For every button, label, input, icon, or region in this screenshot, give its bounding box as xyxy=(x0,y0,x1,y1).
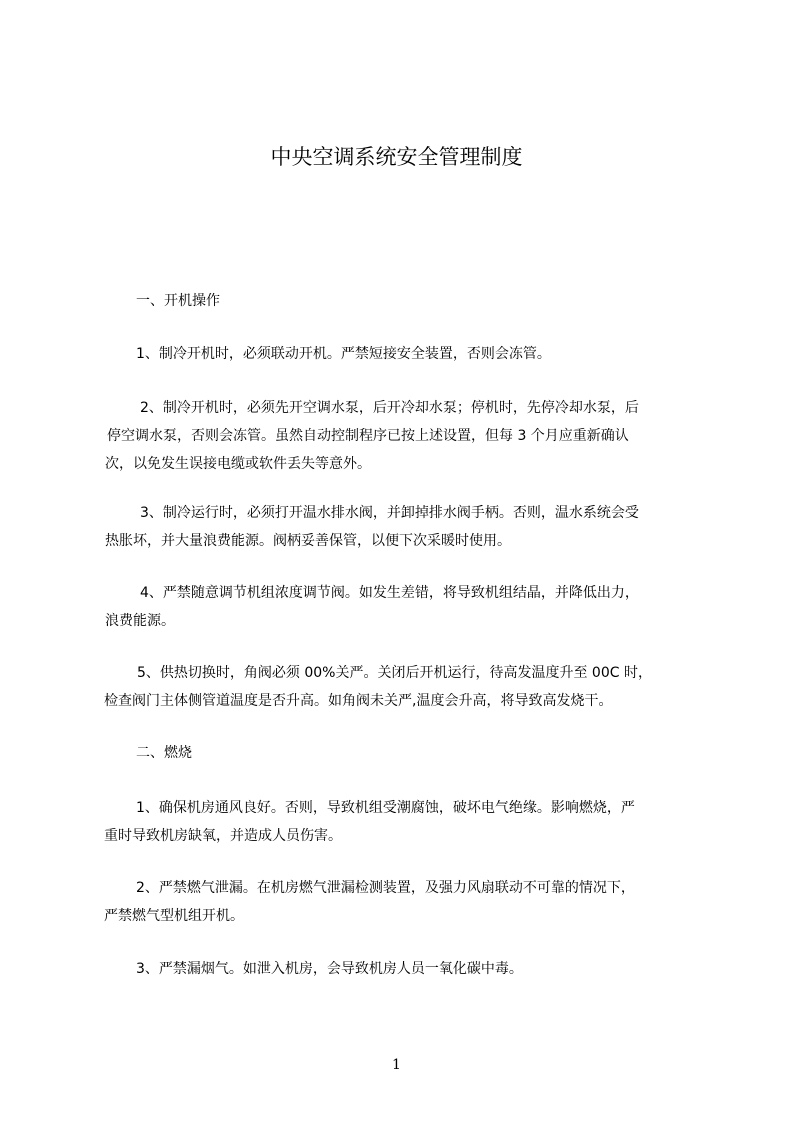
line: 检查阀门主体侧管道温度是否升高。如角阀未关严,温度会升高，将导致高发烧干。 xyxy=(104,693,613,709)
line: 1、确保机房通风良好。否则，导致机组受潮腐蚀，破坏电气绝缘。影响燃烧，严 xyxy=(136,800,635,816)
line: 次，以免发生误接电缆或软件丢失等意外。 xyxy=(105,456,371,472)
line: 停空调水泵，否则会冻管。虽然自动控制程序已按上述设置，但每 3 个月应重新确认 xyxy=(107,428,629,444)
line: 严禁燃气型机组开机。 xyxy=(104,908,244,924)
page-number: 1 xyxy=(392,1057,401,1073)
line: 2、制冷开机时，必须先开空调水泵，后开冷却水泵；停机时，先停冷却水泵，后 xyxy=(140,400,639,416)
line: 热胀坏，并大量浪费能源。阀柄妥善保管，以便下次采暖时使用。 xyxy=(105,533,511,549)
line: 3、制冷运行时，必须打开温水排水阀，并卸掉排水阀手柄。否则，温水系统会受 xyxy=(140,505,639,521)
section-heading: 一、开机操作 xyxy=(136,293,220,309)
document-title: 中央空调系统安全管理制度 xyxy=(270,145,523,169)
section-heading: 二、燃烧 xyxy=(136,745,192,761)
line: 浪费能源。 xyxy=(105,613,175,629)
line: 5、供热切换时，角阀必须 00%关严。关闭后开机运行，待高发温度升至 00C 时， xyxy=(137,665,652,681)
line: 2、严禁燃气泄漏。在机房燃气泄漏检测装置，及强力风扇联动不可靠的情况下， xyxy=(136,880,635,896)
line: 3、严禁漏烟气。如泄入机房，会导致机房人员一氧化碳中毒。 xyxy=(136,961,523,977)
line: 1、制冷开机时，必须联动开机。严禁短接安全装置，否则会冻管。 xyxy=(136,346,551,362)
line: 4、严禁随意调节机组浓度调节阀。如发生差错，将导致机组结晶，并降低出力， xyxy=(140,585,639,601)
line: 重时导致机房缺氧，并造成人员伤害。 xyxy=(104,828,342,844)
